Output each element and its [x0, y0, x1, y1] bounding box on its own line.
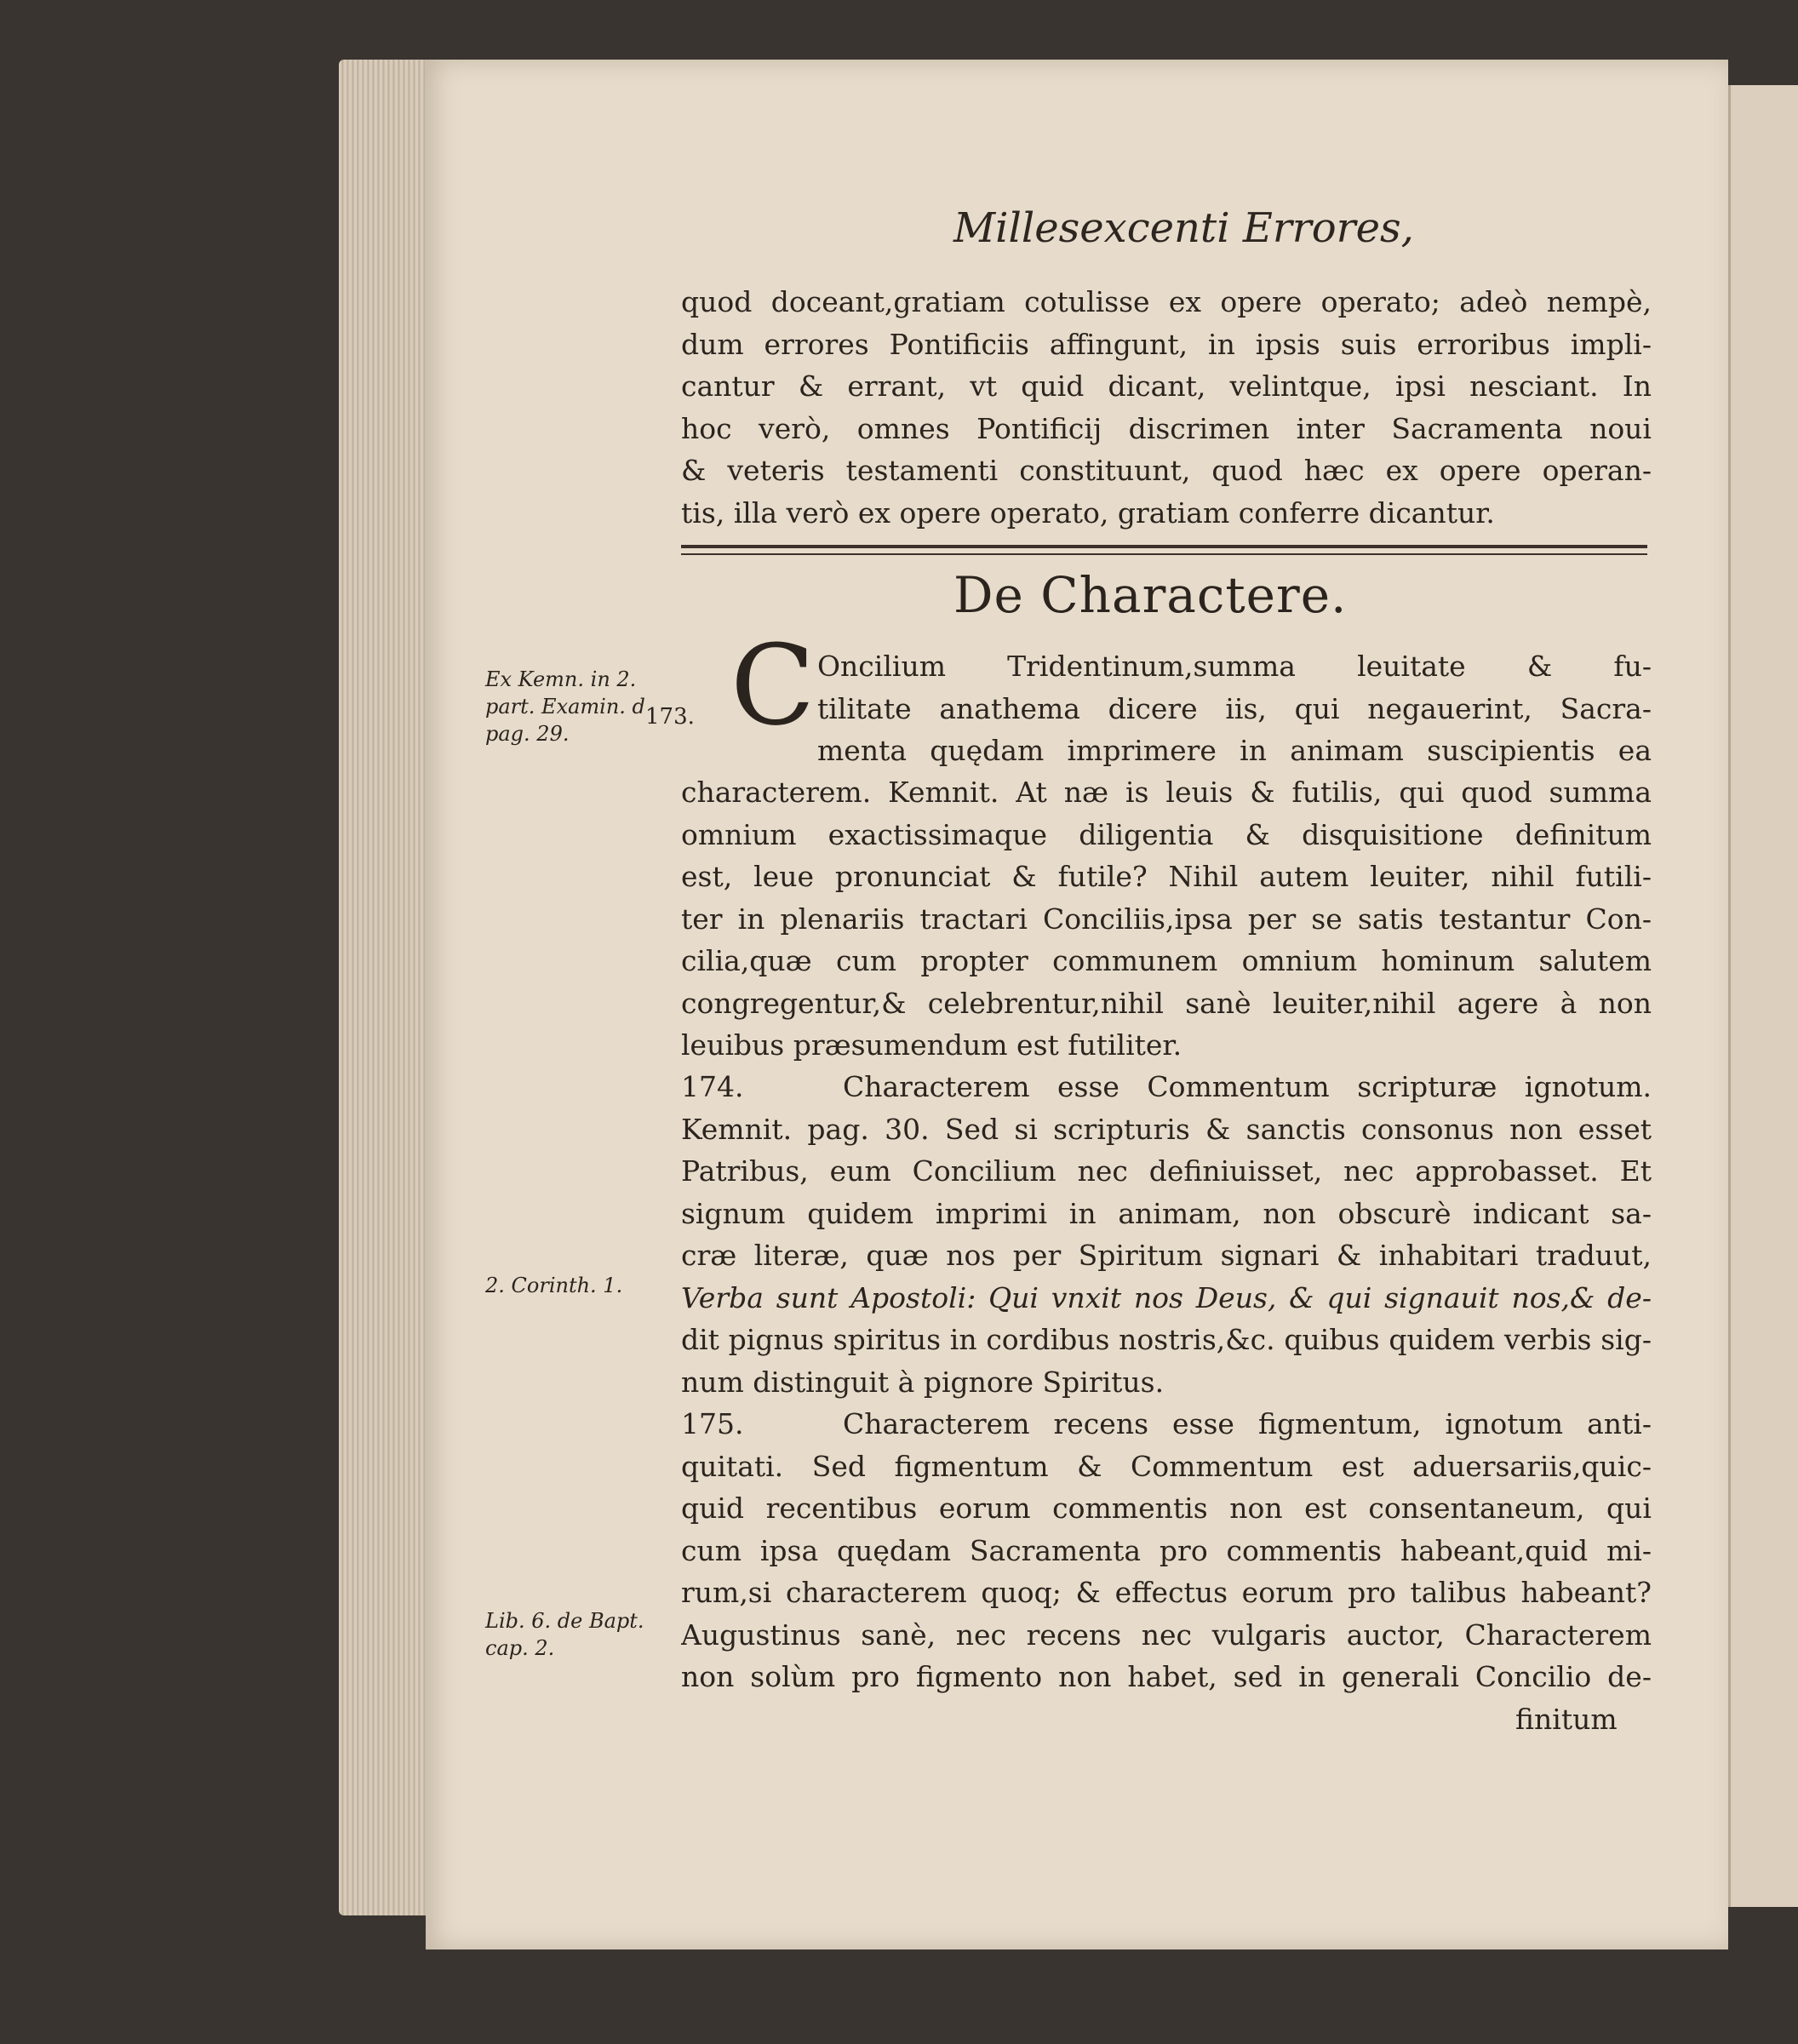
text-line: cantur & errant, vt quid dicant, velintque, ipsi nesciant. In: [681, 369, 1652, 403]
text-line: & veteris testamenti constituunt, quod hæc ex opere operan-: [681, 454, 1652, 487]
text-line: est, leue pronunciat & futile? Nihil autem leuiter, nihil futili-: [681, 860, 1652, 893]
para-174: [681, 1066, 1652, 1403]
text-line: dit pignus spiritus in cordibus nostris,&c. quibus quidem verbis sig-: [681, 1323, 1652, 1356]
margin-note-kemnitz: [485, 666, 645, 747]
margin-note-augustine: [485, 1607, 644, 1662]
text-line: num distinguit à pignore Spiritus.: [681, 1365, 1165, 1399]
text-line: quid recentibus eorum commentis non est consentaneum, qui: [681, 1491, 1652, 1525]
para-175: [681, 1403, 1652, 1698]
text-line: cræ literæ, quæ nos per Spiritum signari & inhabitari traduut,: [681, 1239, 1652, 1272]
text-line: signum quidem imprimi in animam, non obscurè indicant sa-: [681, 1196, 1652, 1230]
intro-paragraph: [681, 281, 1652, 534]
text-line: non solùm pro figmento non habet, sed in generali Concilio de-: [681, 1660, 1652, 1693]
text-line: dum errores Pontificiis affingunt, in ipsis suis erroribus impli-: [681, 327, 1652, 361]
section-rule-thin: [681, 553, 1647, 555]
margin-note-line: part. Examin. d: [485, 695, 645, 719]
section-rule: [681, 545, 1647, 548]
text-line: cilia,quæ cum propter communem omnium hominum salutem: [681, 944, 1652, 977]
para-173-first-lines: [817, 645, 1652, 772]
text-line: characterem. Kemnit. At næ is leuis & futilis, qui quod summa: [681, 776, 1652, 809]
margin-note-corinth: 2. Corinth. 1.: [485, 1274, 623, 1297]
para-173: [681, 771, 1652, 1067]
text-line: Oncilium Tridentinum,summa leuitate & fu-: [817, 650, 1652, 683]
paragraph-number-173: 173.: [645, 704, 695, 730]
text-line: Augustinus sanè, nec recens nec vulgaris auctor, Characterem: [681, 1617, 1652, 1652]
text-line: omnium exactissimaque diligentia & disquisitione definitum: [681, 817, 1652, 851]
text-line: ter in plenariis tractari Conciliis,ipsa per se satis testantur Con-: [681, 902, 1652, 936]
section-title: De Charactere.: [953, 566, 1348, 624]
margin-note-line: cap. 2.: [485, 1636, 555, 1660]
catchword: finitum: [1515, 1703, 1618, 1736]
text-line: Verba sunt Apostoli: Qui vnxit nos Deus, & qui signauit nos,& de-: [681, 1280, 1652, 1314]
text-line: Characterem recens esse figmentum, ignotum anti-: [843, 1407, 1652, 1440]
text-line: menta quędam imprimere in animam suscipientis ea: [817, 734, 1652, 767]
text-line: Characterem esse Commentum scripturæ ignotum.: [843, 1070, 1652, 1103]
text-line: quitati. Sed figmentum & Commentum est aduersariis,quic-: [681, 1449, 1652, 1483]
facing-page-edge: [1728, 85, 1798, 1907]
text-line: leuibus præsumendum est futiliter.: [681, 1028, 1182, 1062]
text-line: Kemnit. pag. 30. Sed si scripturis & sanctis consonus non esset: [681, 1112, 1652, 1146]
text-line: cum ipsa quędam Sacramenta pro commentis habeant,quid mi-: [681, 1533, 1652, 1567]
text-line: congregentur,& celebrentur,nihil sanè leuiter,nihil agere à non: [681, 986, 1652, 1020]
margin-note-line: pag. 29.: [485, 722, 570, 746]
paragraph-number-175: 175.: [681, 1407, 744, 1440]
text-line: tilitate anathema dicere iis, qui negauerint, Sacra-: [817, 691, 1652, 725]
running-head: Millesexcenti Errores,: [953, 204, 1414, 252]
drop-cap: C: [730, 621, 816, 750]
paragraph-number-174: 174.: [681, 1070, 744, 1103]
margin-note-line: Lib. 6. de Bapt.: [485, 1609, 644, 1633]
text-line: hoc verò, omnes Pontificij discrimen inter Sacramenta noui: [681, 411, 1652, 445]
text-line: rum,si characterem quoq; & effectus eorum pro talibus habeant?: [681, 1576, 1652, 1609]
margin-note-line: Ex Kemn. in 2.: [485, 667, 637, 691]
text-line: tis, illa verò ex opere operato, gratiam conferre dicantur.: [681, 495, 1495, 530]
text-line: quod doceant,gratiam cotulisse ex opere operato; adeò nempè,: [681, 285, 1652, 318]
text-line: Patribus, eum Concilium nec definiuisset, nec approbasset. Et: [681, 1154, 1652, 1188]
